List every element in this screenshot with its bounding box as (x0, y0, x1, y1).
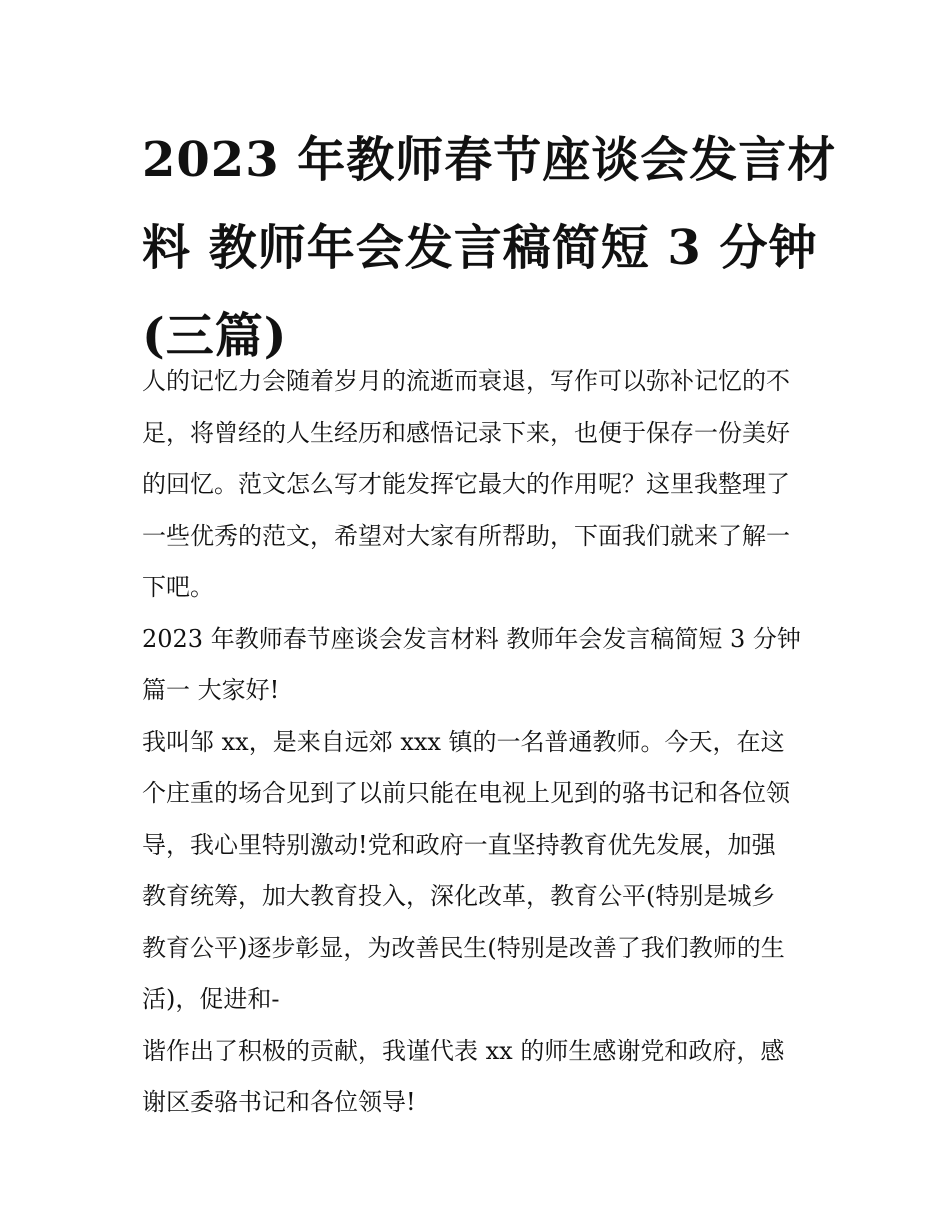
speech-line-4: 教育统筹，加大教育投入，深化改革，教育公平(特别是城乡 (142, 882, 776, 910)
document-title (142, 116, 837, 380)
intro-line-1: 人的记忆力会随着岁月的流逝而衰退，写作可以弥补记忆的不 (142, 367, 790, 395)
subtitle-line: 2023 年教师春节座谈会发言材料 教师年会发言稿简短 3 分钟 (142, 624, 801, 653)
title-line-2: 料 教师年会发言稿简短 3 分钟 (142, 220, 818, 276)
speech-line-1: 我叫邹 xx，是来自远郊 xxx 镇的一名普通教师。今天，在这 (142, 727, 785, 756)
title-line-3: (三篇) (142, 308, 288, 364)
speech-line-5: 教育公平)逐步彰显，为改善民生(特别是改善了我们教师的生 (142, 933, 785, 962)
section-heading: 篇一 大家好! (142, 676, 280, 704)
intro-line-3: 的回忆。范文怎么写才能发挥它最大的作用呢？这里我整理了 (142, 470, 790, 498)
speech-line-3: 导，我心里特别激动!党和政府一直坚持教育优先发展，加强 (142, 830, 776, 859)
intro-line-2: 足，将曾经的人生经历和感悟记录下来，也便于保存一份美好 (142, 418, 790, 447)
speech-line-6: 活)，促进和- (142, 985, 280, 1013)
intro-line-5: 下吧。 (142, 573, 214, 601)
speech-line-8: 谢区委骆书记和各位领导! (142, 1088, 416, 1116)
document-body (142, 356, 822, 1129)
intro-line-4: 一些优秀的范文，希望对大家有所帮助，下面我们就来了解一 (142, 521, 790, 550)
speech-line-7: 谐作出了积极的贡献，我谨代表 xx 的师生感谢党和政府，感 (142, 1036, 785, 1065)
speech-line-2: 个庄重的场合见到了以前只能在电视上见到的骆书记和各位领 (142, 779, 790, 807)
title-line-1: 2023 年教师春节座谈会发言材 (142, 132, 837, 188)
